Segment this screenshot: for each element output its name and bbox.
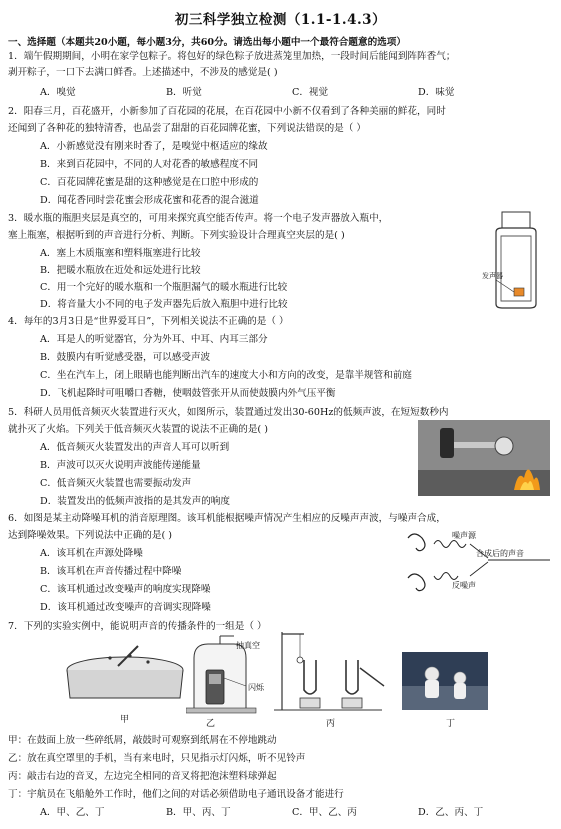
q3-option-b: B．把暖水瓶放在近处和远处进行比较 xyxy=(40,265,201,276)
q3-stem-line1: 3．暖水瓶的瓶胆夹层是真空的，可用来探究真空能否传声。将一个电子发声器放入瓶中， xyxy=(8,213,389,224)
q5-stem-line1: 5．科研人员用低音频灭火装置进行灭火，如图所示，装置通过发出30-60Hz的低频声波，在短短数秒内 xyxy=(8,407,449,418)
q3-option-d: D．将音量大小不同的电子发声器先后放入瓶胆中进行比较 xyxy=(40,299,288,310)
anti-noise-wave xyxy=(434,573,458,580)
q1-option-b: B．听觉 xyxy=(166,87,202,98)
paper-bit xyxy=(128,654,131,657)
bell-base xyxy=(186,708,256,713)
q4-stem: 4．每年的3月3日是“世界爱耳日”，下列相关说法不正确的是（ ） xyxy=(8,316,289,327)
q1-option-d: D．味觉 xyxy=(418,87,455,98)
sound-extinguisher-photo xyxy=(418,420,550,496)
q1-stem-line1: 1．端午假期期间，小明在家学包粽子。将包好的绿色粽子放进蒸笼里加热，一段时间后能闻到阵阵香气； xyxy=(8,51,456,62)
right-tuning-fork xyxy=(346,660,358,694)
mallet xyxy=(360,668,384,686)
q6-stem-line2: 达到降噪效果。下列说法中正确的是( ) xyxy=(8,530,173,541)
tuning-fork-figure xyxy=(272,628,392,714)
combined-sound-label: 合成后的声音 xyxy=(476,549,524,558)
extinguisher-tube xyxy=(454,442,500,448)
vacuum-label: 抽真空 xyxy=(236,641,260,650)
thermos-stopper xyxy=(502,212,530,228)
q5-option-d: D．装置发出的低频声波指的是其发声的响度 xyxy=(40,496,230,507)
astronaut-helmet xyxy=(454,672,466,684)
q4-option-b: B．鼓膜内有听觉感受器，可以感受声波 xyxy=(40,352,211,363)
q4-option-c: C．坐在汽车上，闭上眼睛也能判断出汽车的速度大小和方向的改变，是靠半规管和前庭 xyxy=(40,370,412,381)
caption-yi: 乙 xyxy=(206,719,216,729)
flash-label: 闪烁 xyxy=(248,683,264,692)
q2-option-a: A．小新感觉没有刚来时香了，是嗅觉中枢适应的缘故 xyxy=(40,141,268,152)
anti-noise-label: 反噪声 xyxy=(452,581,476,590)
page-title: 初三科学独立检测（1.1-1.4.3） xyxy=(174,12,387,28)
noise-wave xyxy=(434,541,466,548)
q2-option-d: D．闻花香同时尝花蜜会形成花蜜和花香的混合滋道 xyxy=(40,195,259,206)
q6-option-c: C．该耳机通过改变噪声的响度实现降噪 xyxy=(40,584,211,595)
q2-stem-line2: 还闻到了各种花的独特清香，也品尝了甜甜的百花园牌花蜜，下列说法错误的是（ ） xyxy=(8,123,367,134)
astronaut-suit xyxy=(425,680,439,698)
q4-option-a: A．耳是人的听觉器官，分为外耳、中耳、内耳三部分 xyxy=(40,334,268,345)
q6-option-b: B．该耳机在声音传播过程中降噪 xyxy=(40,566,182,577)
q7-item-bing: 丙：敲击右边的音叉，左边完全相同的音叉将把泡沫塑料球弹起 xyxy=(8,771,277,782)
q7-item-yi: 乙：放在真空罩里的手机，当有来电时，只见指示灯闪烁，听不见铃声 xyxy=(8,753,306,764)
noise-cancel-diagram xyxy=(404,528,554,596)
anti-noise-ear-icon xyxy=(408,574,425,591)
foam-ball xyxy=(297,657,303,663)
q2-option-c: C．百花园牌花蜜是甜的这种感觉是在口腔中形成的 xyxy=(40,177,259,188)
drum-body xyxy=(67,670,183,698)
q5-option-c: C．低音频灭火装置也需要振动发声 xyxy=(40,478,192,489)
merge-line-bottom xyxy=(470,562,488,576)
noise-ear-icon xyxy=(408,534,425,551)
q3-option-c: C．用一个完好的暖水瓶和一个瓶胆漏气的暖水瓶进行比较 xyxy=(40,282,288,293)
q2-stem-line1: 2．阳春三月，百花盛开，小新参加了百花园的花展，在百花园中小新不仅看到了各种美丽的鲜花，同时 xyxy=(8,106,446,117)
extinguisher-speaker xyxy=(495,437,513,455)
q2-option-b: B．来到百花园中，不同的人对花香的敏感程度不同 xyxy=(40,159,259,170)
caption-jia: 甲 xyxy=(120,715,130,725)
astronaut-photo xyxy=(402,652,488,710)
station-hull xyxy=(402,686,488,710)
q6-stem-line1: 6．如图是某主动降噪耳机的消音原理图。该耳机能根据噪声情况产生相应的反噪声声波，与噪声合成， xyxy=(8,513,446,524)
paper-bit xyxy=(108,656,111,659)
q7-stem: 7．下列的实验实例中，能说明声音的传播条件的一组是（ ） xyxy=(8,621,267,632)
thermos-figure xyxy=(482,208,552,312)
sound-generator xyxy=(514,288,524,296)
drum-figure xyxy=(60,640,190,702)
q3-stem-line2: 塞上瓶塞，根据听到的声音进行分析、判断。下列实验设计合理真空夹层的是( ) xyxy=(8,230,345,241)
astronaut-helmet xyxy=(425,667,439,681)
phone-screen xyxy=(209,674,221,684)
q7-option-a: A．甲、乙、丁 xyxy=(40,807,105,818)
astronaut-suit xyxy=(454,683,466,699)
left-tuning-fork xyxy=(304,660,316,694)
q6-option-a: A．该耳机在声源处降噪 xyxy=(40,548,143,559)
q7-option-b: B．甲、丙、丁 xyxy=(166,807,231,818)
sound-generator-label: 发声器 xyxy=(482,272,503,280)
q1-option-c: C．视觉 xyxy=(292,87,329,98)
q5-option-a: A．低音频灭火装置发出的声音人耳可以听到 xyxy=(40,442,230,453)
left-fork-box xyxy=(300,698,320,708)
vacuum-bell-figure xyxy=(186,634,278,714)
noise-source-label: 噪声源 xyxy=(452,531,476,540)
right-fork-box xyxy=(342,698,362,708)
q6-option-d: D．该耳机通过改变噪声的音调实现降噪 xyxy=(40,602,211,613)
caption-bing: 丙 xyxy=(326,719,336,729)
q5-stem-line2: 就扑灭了火焰。下列关于低音频灭火装置的说法不正确的是( ) xyxy=(8,424,268,435)
q4-option-d: D．飞机起降时可咀嚼口香糖，使咽鼓管张开从而使鼓膜内外气压平衡 xyxy=(40,388,336,399)
label-leader-line xyxy=(496,280,514,292)
q7-option-c: C．甲、乙、丙 xyxy=(292,807,357,818)
section-heading: 一、选择题（本题共20小题，每小题3分，共60分。请选出每小题中一个最符合题意的选项） xyxy=(8,37,406,48)
q3-option-a: A．塞上木质瓶塞和塑料瓶塞进行比较 xyxy=(40,248,201,259)
paper-bit xyxy=(146,660,149,663)
q7-option-d: D．乙、丙、丁 xyxy=(418,807,484,818)
q1-option-a: A．嗅觉 xyxy=(40,87,76,98)
q7-item-ding: 丁：宇航员在飞船舱外工作时，他们之间的对话必须借助电子通讯设备才能进行 xyxy=(8,789,344,800)
q5-option-b: B．声波可以灭火说明声波能传递能量 xyxy=(40,460,201,471)
q7-item-jia: 甲：在鼓面上放一些碎纸屑，敲鼓时可观察到纸屑在不停地跳动 xyxy=(8,735,277,746)
q1-stem-line2: 剥开粽子，一口下去满口鲜香。上述描述中，不涉及的感觉是( ) xyxy=(8,67,278,78)
caption-ding: 丁 xyxy=(446,719,456,729)
person-figure xyxy=(440,428,454,458)
